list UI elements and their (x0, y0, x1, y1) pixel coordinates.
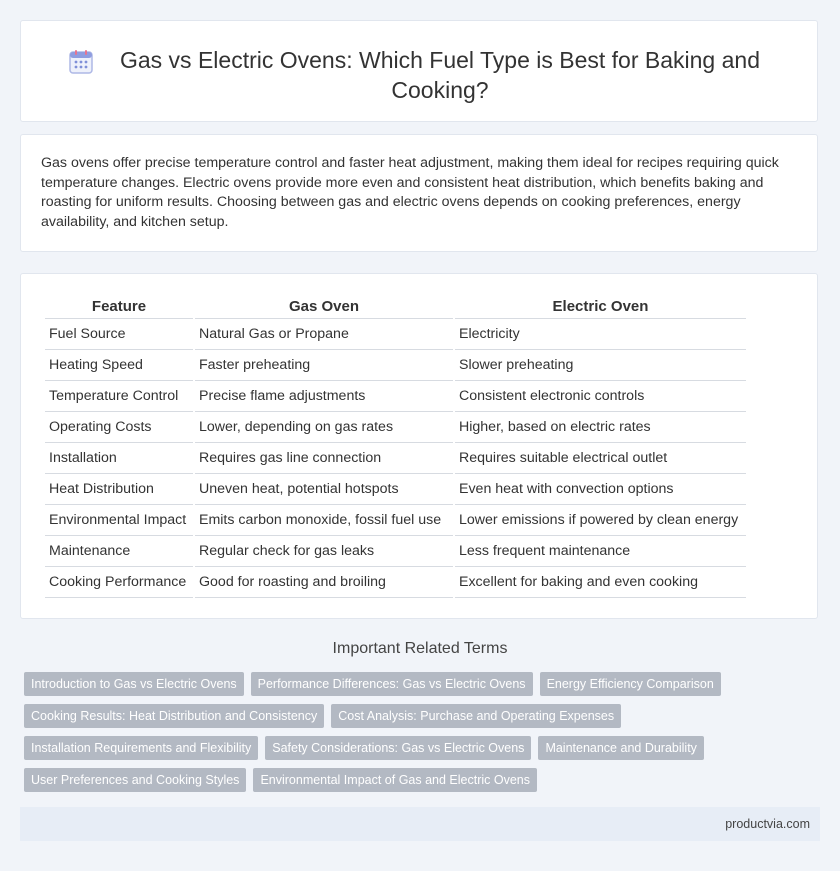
footer-site-link[interactable]: productvia.com (725, 817, 810, 831)
header-feature: Feature (45, 294, 193, 319)
electric-cell: Requires suitable electrical outlet (455, 443, 746, 474)
intro-card (20, 134, 818, 252)
comparison-card (20, 273, 818, 619)
table-row (45, 412, 746, 443)
related-tag[interactable]: Cost Analysis: Purchase and Operating Expenses (331, 704, 621, 728)
feature-cell: Environmental Impact (45, 505, 193, 536)
related-tag[interactable]: Installation Requirements and Flexibility (24, 736, 258, 760)
gas-cell: Uneven heat, potential hotspots (195, 474, 453, 505)
electric-cell: Electricity (455, 319, 746, 350)
related-tag[interactable]: Environmental Impact of Gas and Electric Ovens (253, 768, 537, 792)
feature-cell: Heat Distribution (45, 474, 193, 505)
electric-cell: Higher, based on electric rates (455, 412, 746, 443)
related-tag[interactable]: Cooking Results: Heat Distribution and Consistency (24, 704, 324, 728)
intro-paragraph: Gas ovens offer precise temperature control and faster heat adjustment, making them ideal for recipes requiring quick temperature changes. Electric ovens provide more even and consistent heat distribution, which benefits baking and roasting for uniform results. Choosing between gas and electric ovens depends on cooking preferences, energy availability, and kitchen setup. (41, 155, 779, 230)
tag-row (24, 736, 804, 760)
related-tag[interactable]: Performance Differences: Gas vs Electric Ovens (251, 672, 533, 696)
electric-cell: Less frequent maintenance (455, 536, 746, 567)
gas-cell: Faster preheating (195, 350, 453, 381)
calendar-icon (68, 49, 94, 75)
table-row (45, 536, 746, 567)
table-row (45, 350, 746, 381)
electric-cell: Slower preheating (455, 350, 746, 381)
table-row (45, 319, 746, 350)
feature-cell: Maintenance (45, 536, 193, 567)
electric-cell: Even heat with convection options (455, 474, 746, 505)
gas-cell: Precise flame adjustments (195, 381, 453, 412)
feature-cell: Fuel Source (45, 319, 193, 350)
tag-row (24, 704, 804, 728)
gas-cell: Lower, depending on gas rates (195, 412, 453, 443)
table-row (45, 505, 746, 536)
title-card (20, 20, 818, 122)
gas-cell: Natural Gas or Propane (195, 319, 453, 350)
related-tag[interactable]: Energy Efficiency Comparison (540, 672, 721, 696)
table-row (45, 474, 746, 505)
header-gas-oven: Gas Oven (195, 294, 453, 319)
tag-row (24, 672, 804, 696)
gas-cell: Regular check for gas leaks (195, 536, 453, 567)
feature-cell: Cooking Performance (45, 567, 193, 598)
header-electric-oven: Electric Oven (455, 294, 746, 319)
electric-cell: Excellent for baking and even cooking (455, 567, 746, 598)
table-row (45, 381, 746, 412)
gas-cell: Good for roasting and broiling (195, 567, 453, 598)
feature-cell: Temperature Control (45, 381, 193, 412)
related-tag[interactable]: Maintenance and Durability (538, 736, 703, 760)
electric-cell: Consistent electronic controls (455, 381, 746, 412)
table-row (45, 443, 746, 474)
gas-cell: Emits carbon monoxide, fossil fuel use (195, 505, 453, 536)
related-terms-heading: Important Related Terms (332, 640, 508, 657)
feature-cell: Heating Speed (45, 350, 193, 381)
gas-cell: Requires gas line connection (195, 443, 453, 474)
comparison-table (43, 294, 748, 598)
related-tag[interactable]: User Preferences and Cooking Styles (24, 768, 246, 792)
table-row (45, 567, 746, 598)
feature-cell: Installation (45, 443, 193, 474)
related-tag[interactable]: Safety Considerations: Gas vs Electric Ovens (265, 736, 531, 760)
feature-cell: Operating Costs (45, 412, 193, 443)
footer-bar (20, 807, 820, 841)
electric-cell: Lower emissions if powered by clean energy (455, 505, 746, 536)
related-tag[interactable]: Introduction to Gas vs Electric Ovens (24, 672, 244, 696)
table-header-row (45, 294, 746, 319)
related-terms-tags (24, 672, 804, 800)
tag-row (24, 768, 804, 792)
page-title: Gas vs Electric Ovens: Which Fuel Type is Best for Baking and Cooking? (119, 47, 760, 103)
